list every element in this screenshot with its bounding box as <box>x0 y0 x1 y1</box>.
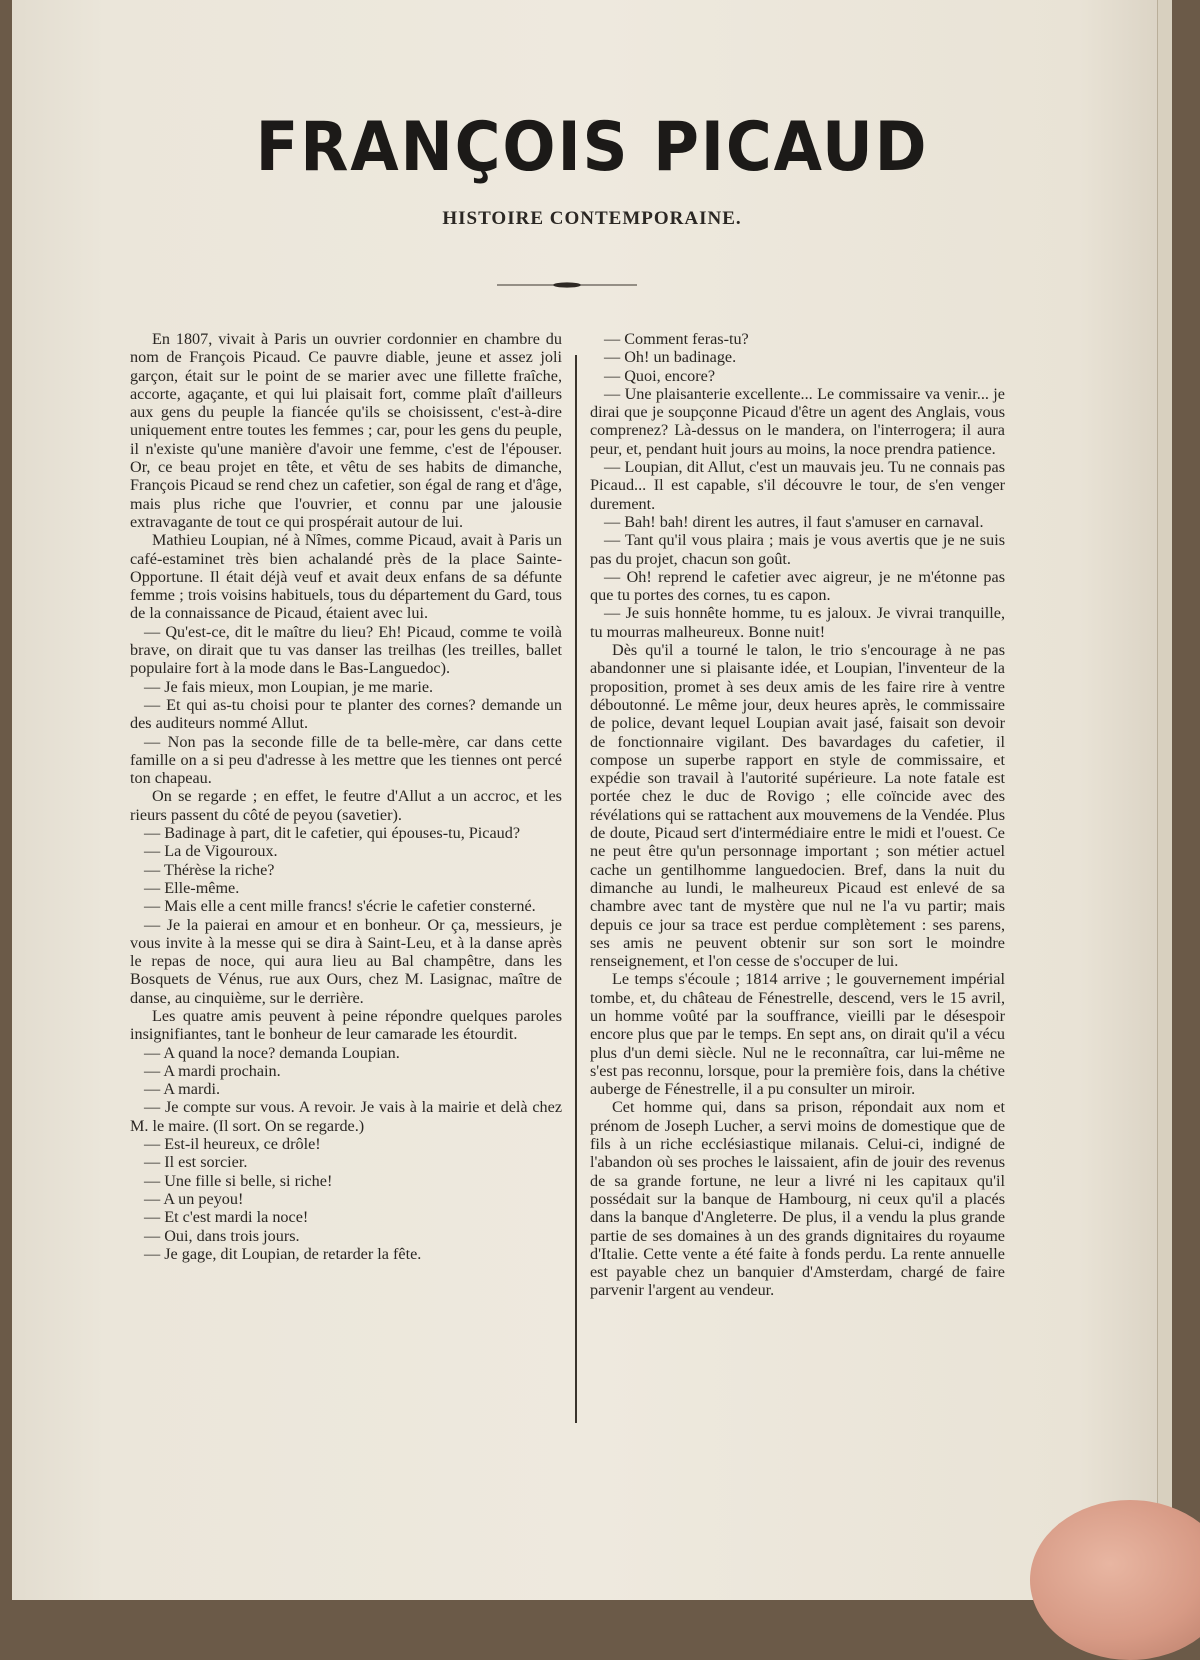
dialogue-line: — A quand la noce? demanda Loupian. <box>144 1043 400 1062</box>
dialogue-line: — Une plaisanterie excellente... Le commissaire va venir... je dirai que je soupçonne Picaud d'être un agent des Anglais, vous comprenez? Là-dessus on le mandera, on l'interrogera; il aura peur, et, pendant huit jours au moins, la noce prendra patience. <box>590 384 1005 458</box>
dialogue-line: — Oh! reprend le cafetier avec aigreur, je ne m'étonne pas que tu portes des cornes, tu es capon. <box>590 567 1005 605</box>
paragraph: Mathieu Loupian, né à Nîmes, comme Picaud, avait à Paris un café-estaminet très bien achalandé près de la place Sainte-Opportune. Il était déjà veuf et avait deux enfans de sa défunte femme ; trois voisins habituels, tous du département du Gard, tous de la connaissance de Picaud, étaient avec lui. <box>130 531 562 623</box>
dialogue-line: — Je gage, dit Loupian, de retarder la fête. <box>144 1244 422 1263</box>
dialogue-line: — Elle-même. <box>144 878 240 897</box>
dialogue-line: — Je la paierai en amour et en bonheur. Or ça, messieurs, je vous invite à la messe qui se dira à Saint-Leu, et à la danse après le repas de noce, qui aura lieu au Bal champêtre, dans les Bosquets de Vénus, rue aux Ours, chez M. Lasignac, maître de danse, au cinquième, sur le derrière. <box>130 915 562 1007</box>
paragraph: En 1807, vivait à Paris un ouvrier cordonnier en chambre du nom de François Picaud. Ce pauvre diable, jeune et assez joli garçon, était sur le point de se marier avec une fillette fraîche, accorte, agaçante, et qui lui plaisait fort, comme plaît d'ailleurs aux gens du peuple la fiancée qu'ils se choisissent, c'est-à-dire uniquement entre toutes les femmes ; car, pour les gens du peuple, il n'existe qu'une manière d'avoir une femme, c'est de l'épouser. Or, ce beau projet en tête, et vêtu de ses habits de dimanche, François Picaud se rend chez un cafetier, son égal de rang et d'âge, mais plus riche que l'ouvrier, et connu par une jalousie extravagante de tout ce qui prospérait autour de lui. <box>130 330 562 531</box>
ornament-divider <box>497 280 637 290</box>
page-title: FRANÇOIS PICAUD <box>255 108 929 187</box>
dialogue-line: — Oh! un badinage. <box>604 348 737 367</box>
dialogue-line: — Mais elle a cent mille francs! s'écrie le cafetier consterné. <box>144 897 536 916</box>
dialogue-line: — Badinage à part, dit le cafetier, qui épouses-tu, Picaud? <box>144 824 521 843</box>
dialogue-line: — Bah! bah! dirent les autres, il faut s'amuser en carnaval. <box>604 512 984 531</box>
dialogue-line: — Je fais mieux, mon Loupian, je me marie. <box>144 677 434 696</box>
dialogue-line: — Thérèse la riche? <box>144 860 275 879</box>
dialogue-line: — Qu'est-ce, dit le maître du lieu? Eh! Picaud, comme te voilà brave, on dirait que tu vas danser las treilhas (les treilles, ballet populaire fort à la mode dans le Bas-Languedoc). <box>130 622 562 678</box>
dialogue-line: — Je compte sur vous. A revoir. Je vais à la mairie et delà chez M. le maire. (Il sort. On se regarde.) <box>130 1098 562 1135</box>
dialogue-line: — Loupian, dit Allut, c'est un mauvais jeu. Tu ne connais pas Picaud... Il est capable, s'il découvre le tour, de s'en venger durement. <box>590 458 1005 513</box>
dialogue-line: — Non pas la seconde fille de ta belle-mère, car dans cette famille on a si peu d'adresse à les mettre que les tiennes ont percé ton chapeau. <box>130 732 562 788</box>
dialogue-line: — Est-il heureux, ce drôle! <box>144 1135 321 1154</box>
dialogue-line: — A un peyou! <box>144 1189 244 1208</box>
dialogue-line: — Comment feras-tu? <box>604 330 749 348</box>
dialogue-line: — Je suis honnête homme, tu es jaloux. Je vivrai tranquille, tu mourras malheureux. Bonne nuit! <box>590 604 1005 641</box>
dialogue-line: — Il est sorcier. <box>144 1153 248 1172</box>
dialogue-line: — La de Vigouroux. <box>144 842 278 861</box>
paragraph: On se regarde ; en effet, le feutre d'Allut a un accroc, et les rieurs passent du côté de peyou (savetier). <box>130 787 562 824</box>
column-divider <box>575 355 577 1423</box>
page-subtitle: HISTOIRE CONTEMPORAINE. <box>442 208 742 229</box>
paragraph: Le temps s'écoule ; 1814 arrive ; le gouvernement impérial tombe, et, du château de Fénestrelle, descend, vers le 15 avril, un homme voûté par la souffrance, vieilli par le désespoir encore plus que par le temps. En sept ans, on dirait qu'il a vécu plus d'un demi siècle. Nul ne le reconnaîtra, car lui-même ne s'est pas reconnu, lorsque, pour la première fois, dans la chétive auberge de Fénestrelle, il a pu consulter un miroir. <box>590 970 1005 1099</box>
adjacent-page-edge <box>1157 0 1172 1600</box>
dialogue-line: — Et c'est mardi la noce! <box>144 1208 309 1227</box>
paragraph: Cet homme qui, dans sa prison, répondait aux nom et prénom de Joseph Lucher, a servi moins de domestique que de fils à un riche ecclésiastique milanais. Celui-ci, indigné de l'abandon où ses proches le laissaient, afin de jouir des revenus de sa grande fortune, ne leur a livré ni les capitaux qu'il possédait sur la banque de Hambourg, ni ceux qu'il a placés dans la banque d'Angleterre. De plus, il a vendu la plus grande partie de ses domaines à un des grands dignitaires du royaume d'Italie. Cette vente a été faite à fonds perdu. La rente annuelle est payable chez un banquier d'Amsterdam, chargé de faire parvenir l'argent au vendeur. <box>590 1098 1005 1300</box>
dialogue-line: — A mardi prochain. <box>144 1061 281 1080</box>
paragraph: Les quatre amis peuvent à peine répondre quelques paroles insignifiantes, tant le bonheur de leur camarade les étourdit. <box>130 1006 562 1044</box>
dialogue-line: — A mardi. <box>144 1080 220 1099</box>
right-column <box>590 330 1005 1300</box>
dialogue-line: — Quoi, encore? <box>604 366 716 385</box>
dialogue-line: — Oui, dans trois jours. <box>144 1226 300 1245</box>
dialogue-line: — Tant qu'il vous plaira ; mais je vous avertis que je ne suis pas du projet, chacun son goût. <box>590 531 1005 568</box>
paragraph: Dès qu'il a tourné le talon, le trio s'encourage à ne pas abandonner une si plaisante idée, et Loupian, l'inventeur de la proposition, promet à ses deux amis de les faire rire à ventre déboutonné. Le même jour, deux heures après, le commissaire de police, devant lequel Loupian avait jasé, faisait son devoir de fonctionnaire vigilant. Des bavardages du cafetier, il compose un superbe rapport en style de commissaire, et expédie son travail à l'autorité supérieure. La note fatale est portée chez le duc de Rovigo ; elle coïncide avec des révélations qui se rattachent aux mouvemens de la Vendée. Plus de doute, Picaud sert d'intermédiaire entre le midi et l'ouest. Ce ne peut être qu'un personnage important ; son métier actuel cache un gentilhomme languedocien. Bref, dans la nuit du dimanche au lundi, le malheureux Picaud est enlevé de sa chambre avec tant de mystère que nul ne l'a vu partir; mais depuis ce jour sa trace est perdue complètement : ses parens, ses amis ne peuvent obtenir sur son sort le moindre renseignement, et l'on cesse de s'occuper de lui. <box>590 641 1005 971</box>
left-column <box>130 330 562 1263</box>
dialogue-line: — Une fille si belle, si riche! <box>144 1171 333 1190</box>
book-page <box>12 0 1172 1600</box>
dialogue-line: — Et qui as-tu choisi pour te planter des cornes? demande un des auditeurs nommé Allut. <box>130 695 562 733</box>
